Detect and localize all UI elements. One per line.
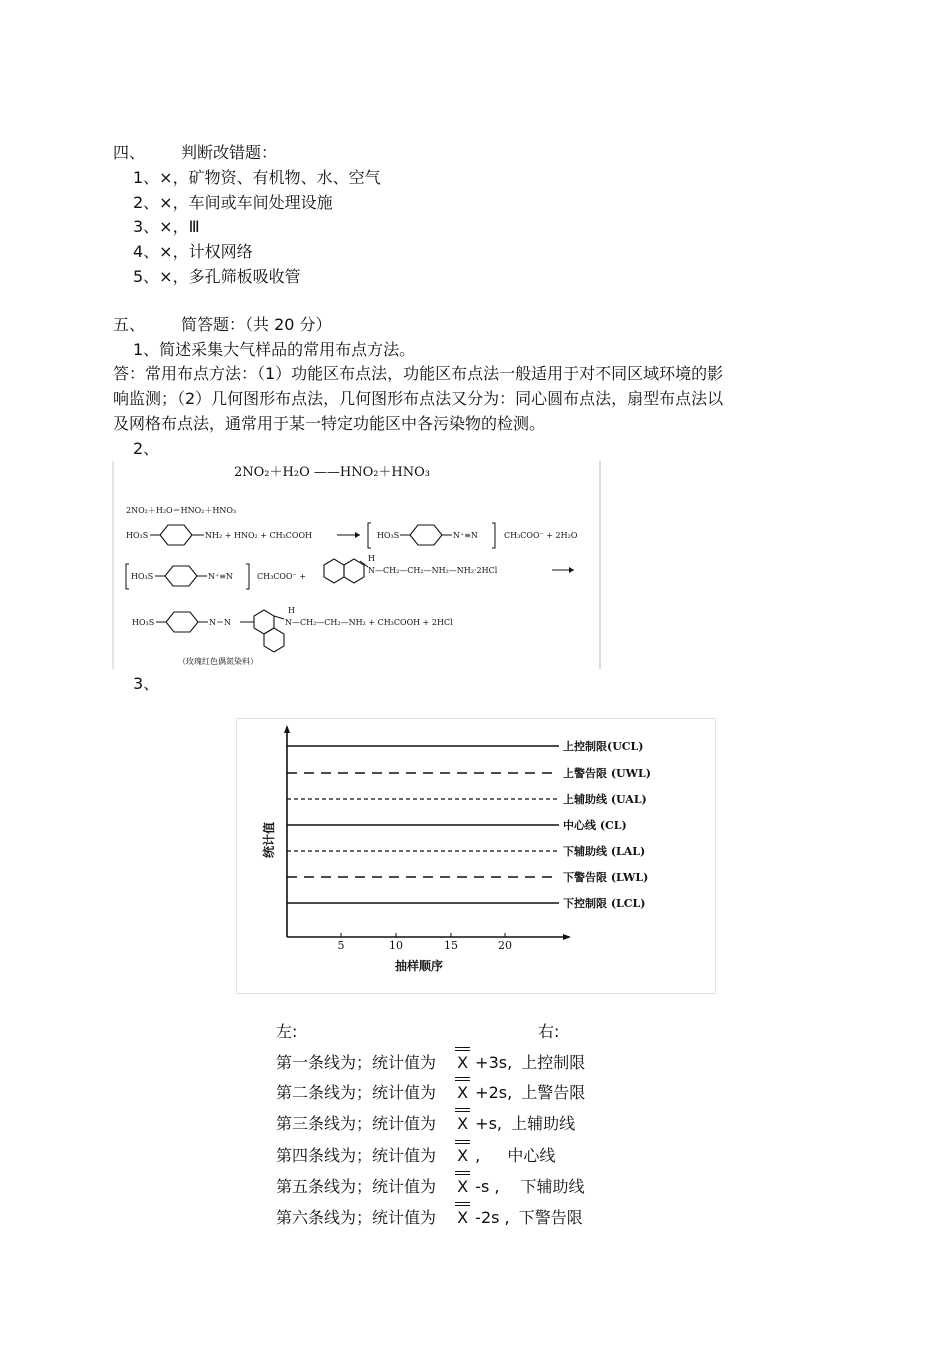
sulfonic-group-2: HO₃S [377, 531, 400, 540]
lwl-label: 下警告限 (LWL) [563, 871, 649, 884]
reaction-2-amine-chain: N—CH₂—CH₂—NH₂—NH₂·2HCl [368, 566, 498, 575]
reaction-small-equation: 2NO₂＋H₂O＝HNO₂＋HNO₃ [126, 506, 237, 515]
answer-1-line-1: 答：常用布点方法：（1）功能区布点法，功能区布点法一般适用于对不同区域环境的影 [113, 364, 724, 383]
reaction-1-reagents: NH₂ + HNO₂ + CH₃COOH [205, 531, 313, 540]
reaction-3-products: N—CH₂—CH₂—NH₂ + CH₃COOH + 2HCl [285, 618, 453, 627]
explain-row-expression: +2s, [475, 1083, 513, 1102]
judgment-item-4: 4、×，计权网络 [133, 242, 253, 261]
cl-label: 中心线 (CL) [563, 819, 627, 832]
diazonium-group-2: N⁺≡N [208, 572, 233, 581]
explain-row-prefix: 第三条线为；统计值为 [276, 1114, 437, 1133]
x-tick-5: 5 [337, 939, 345, 952]
explain-row-name: 下辅助线 [520, 1177, 585, 1196]
reaction-main-equation: 2NO₂＋H₂O ——HNO₂＋HNO₃ [234, 465, 431, 480]
x-tick-20: 20 [498, 939, 512, 952]
uwl-label: 上警告限 (UWL) [563, 767, 651, 780]
benzene-ring-3 [165, 566, 197, 586]
reaction-1-products: CH₃COO⁻ + 2H₂O [504, 531, 578, 540]
judgment-item-1: 1、×，矿物资、有机物、水、空气 [133, 168, 381, 187]
reaction-figure [112, 461, 602, 669]
x-double-bar-symbol: X [457, 1053, 469, 1072]
section-4-number: 四、 [113, 143, 146, 162]
explain-row-3 [276, 1114, 575, 1134]
benzene-ring-4 [166, 612, 198, 632]
section-5-heading: 简答题：（共 20 分） [181, 315, 332, 334]
sulfonic-group-4: HO₃S [132, 618, 155, 627]
ual-label: 上辅助线 (UAL) [563, 793, 647, 806]
sulfonic-group-1: HO₃S [126, 531, 149, 540]
explain-row-6 [276, 1208, 583, 1228]
x-tick-15: 15 [444, 939, 458, 952]
section-4-heading: 判断改错题： [181, 143, 278, 162]
x-double-bar-symbol: X [457, 1114, 469, 1133]
x-double-bar-symbol: X [457, 1083, 469, 1102]
judgment-item-5: 5、×，多孔筛板吸收管 [133, 267, 301, 286]
benzene-ring-1 [160, 525, 192, 545]
benzene-ring-2 [410, 525, 442, 545]
explain-row-prefix: 第六条线为；统计值为 [276, 1208, 437, 1227]
amine-hydrogen-2: H [288, 606, 295, 615]
azo-linkage: N＝N [209, 618, 231, 627]
judgment-item-3: 3、×，Ⅲ [133, 217, 200, 236]
x-double-bar-symbol: X [457, 1177, 469, 1196]
explain-row-name: 上警告限 [521, 1083, 586, 1102]
amine-hydrogen-1: H [368, 554, 375, 563]
naphthalene-ring-1 [324, 559, 364, 583]
ucl-label: 上控制限(UCL) [563, 740, 644, 753]
sulfonic-group-3: HO₃S [131, 572, 154, 581]
explain-row-name: 上辅助线 [511, 1114, 576, 1133]
dye-caption: （玫瑰红色偶氮染料） [178, 657, 258, 666]
answer-1-line-2: 响监测；（2）几何图形布点法，几何图形布点法又分为：同心圆布点法，扇型布点法以 [113, 389, 724, 408]
explain-row-1 [276, 1053, 585, 1073]
reaction-diagram [112, 461, 602, 669]
x-axis-label: 抽样顺序 [394, 959, 444, 973]
lal-label: 下辅助线 (LAL) [563, 845, 646, 858]
left-label: 左: [276, 1022, 298, 1041]
acetate-ion: CH₃COO⁻ + [257, 572, 307, 581]
x-tick-10: 10 [389, 939, 403, 952]
y-axis-label: 统计值 [262, 821, 276, 859]
question-3-number: 3、 [133, 674, 160, 693]
control-chart-figure [236, 718, 716, 994]
lcl-label: 下控制限 (LCL) [563, 897, 646, 910]
explain-row-prefix: 第二条线为；统计值为 [276, 1083, 437, 1102]
diazonium-group-1: N⁺≡N [453, 531, 478, 540]
naphthalene-ring-2 [254, 610, 284, 652]
control-chart [237, 719, 715, 993]
explain-row-prefix: 第五条线为；统计值为 [276, 1177, 437, 1196]
explain-row-4 [276, 1146, 555, 1166]
explain-row-2 [276, 1083, 585, 1103]
answer-1-line-3: 及网格布点法，通常用于某一特定功能区中各污染物的检测。 [113, 414, 546, 433]
explain-row-name: 下警告限 [518, 1208, 583, 1227]
explain-row-prefix: 第一条线为；统计值为 [276, 1053, 437, 1072]
explain-row-expression: -2s , [475, 1208, 510, 1227]
question-1: 1、简述采集大气样品的常用布点方法。 [133, 340, 416, 359]
explain-row-prefix: 第四条线为；统计值为 [276, 1146, 437, 1165]
explain-row-expression: -s , [475, 1177, 500, 1196]
judgment-item-2: 2、×，车间或车间处理设施 [133, 193, 333, 212]
right-label: 右: [538, 1022, 560, 1041]
explain-row-expression: , [475, 1146, 481, 1165]
x-double-bar-symbol: X [457, 1208, 469, 1227]
section-5-number: 五、 [113, 315, 146, 334]
explain-row-name: 中心线 [507, 1146, 556, 1165]
x-double-bar-symbol: X [457, 1146, 469, 1165]
explain-row-name: 上控制限 [521, 1053, 586, 1072]
explain-row-expression: +s, [475, 1114, 502, 1133]
explain-row-5 [276, 1177, 585, 1197]
question-2-number: 2、 [133, 439, 160, 458]
explain-row-expression: +3s, [475, 1053, 513, 1072]
